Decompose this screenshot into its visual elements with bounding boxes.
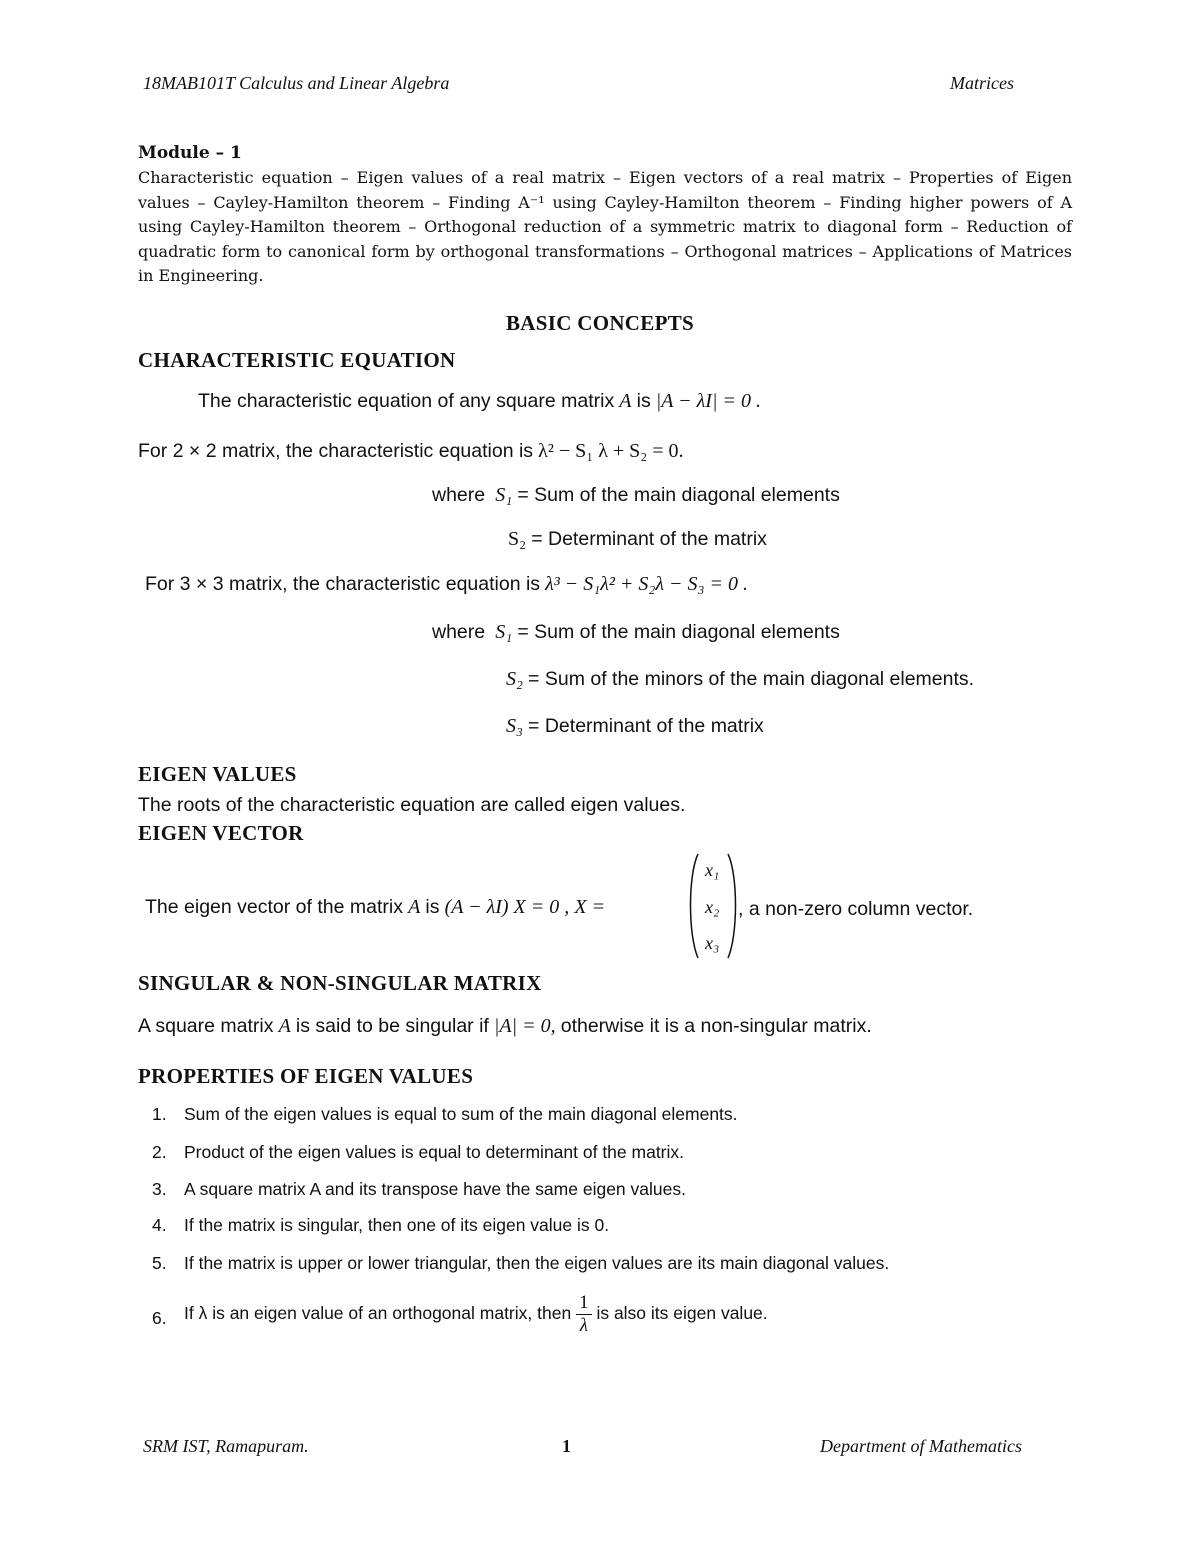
list-item-text: Product of the eigen values is equal to determinant of the matrix.	[184, 1142, 685, 1162]
fraction-numerator: 1	[576, 1292, 592, 1315]
list-item-text: If the matrix is singular, then one of its eigen value is 0.	[184, 1215, 610, 1235]
s1b-def: = Sum of the main diagonal elements	[517, 621, 840, 643]
eigen-vector-line	[145, 896, 605, 919]
list-item	[0, 1292, 1200, 1352]
vector-x2: x₂	[705, 897, 720, 917]
intro-text: The characteristic equation of any square matrix	[198, 390, 615, 412]
one-over-lambda	[576, 1292, 592, 1337]
s1-label: S₁	[495, 484, 513, 506]
s1-def: = Sum of the main diagonal elements	[517, 484, 840, 506]
vector-x3: x₃	[705, 933, 720, 953]
two-by-two-text: For 2 × 2 matrix, the characteristic equation is	[138, 440, 534, 462]
s2-label: S₂	[508, 528, 527, 550]
intro-is: is	[636, 390, 651, 412]
list-item-text: If the matrix is upper or lower triangular, then the eigen values are its main diagonal values.	[184, 1253, 890, 1273]
properties-heading: PROPERTIES OF EIGEN VALUES	[138, 1064, 474, 1088]
list-item-number: 5.	[152, 1253, 167, 1273]
two-by-two-formula: λ² − S₁ λ + S₂ = 0.	[538, 440, 684, 462]
eigen-values-text: The roots of the characteristic equation are called eigen values.	[138, 794, 686, 816]
s3b-definition	[506, 715, 764, 738]
footer-institution: SRM IST, Ramapuram.	[143, 1436, 309, 1456]
where-label: where	[432, 484, 486, 506]
where2-label: where	[432, 621, 486, 643]
item6-text-post: is also its eigen value.	[596, 1303, 768, 1324]
s3b-label: S₃	[506, 715, 523, 737]
singular-text-mid: is said to be singular if	[295, 1015, 489, 1037]
list-item-text	[184, 1292, 768, 1337]
three-by-three-formula: λ³ − S₁λ² + S₂λ − S₃ = 0 .	[545, 573, 748, 595]
characteristic-heading: CHARACTERISTIC EQUATION	[138, 348, 456, 372]
s3b-def: = Determinant of the matrix	[528, 715, 764, 737]
singular-formula: |A| = 0,	[493, 1015, 556, 1037]
list-item-text: Sum of the eigen values is equal to sum of the main diagonal elements.	[184, 1104, 738, 1124]
module-description: Characteristic equation – Eigen values of a real matrix – Eigen vectors of a real matrix – Properties of Eigen values – Cayley-Hamilton theorem – Finding A⁻¹ using Cayley-Hamilton theorem – Finding higher powers of A using Cayley-Hamilton theorem – Orthogonal reduction of a symmetric matrix to diagonal form – Reduction of quadratic form to canonical form by orthogonal transformations – Orthogonal matrices – Applications of Matrices in Engineering.	[138, 168, 1072, 285]
footer-department: Department of Mathematics	[820, 1436, 1022, 1456]
list-item-number: 6.	[152, 1308, 167, 1328]
vector-x1: x₁	[705, 860, 720, 880]
header-topic: Matrices	[950, 73, 1014, 93]
eigen-vector-formula: (A − λI) X = 0 ,	[444, 896, 570, 918]
s2b-def: = Sum of the minors of the main diagonal elements.	[528, 668, 975, 690]
s1-definition	[432, 484, 840, 507]
singular-var: A	[278, 1015, 291, 1037]
eigen-vector-is: is	[425, 896, 440, 918]
singular-text-post: otherwise it is a non-singular matrix.	[560, 1015, 872, 1037]
eigen-vector-heading: EIGEN VECTOR	[138, 821, 304, 845]
s2b-label: S₂	[506, 668, 523, 690]
s2-def: = Determinant of the matrix	[531, 528, 767, 550]
module-title: Module – 1	[138, 143, 242, 163]
singular-heading: SINGULAR & NON-SINGULAR MATRIX	[138, 971, 542, 995]
three-by-three-line	[145, 573, 748, 596]
s2-definition	[508, 528, 767, 551]
eigen-vector-post: , a non-zero column vector.	[738, 898, 974, 920]
singular-line	[138, 1015, 872, 1038]
intro-var: A	[619, 390, 632, 412]
list-item-number: 1.	[152, 1104, 167, 1124]
item6-text-pre: If λ is an eigen value of an orthogonal matrix, then	[184, 1303, 572, 1324]
fraction-denominator: λ	[579, 1315, 588, 1336]
s1b-definition	[432, 621, 840, 644]
s1b-label: S₁	[495, 621, 513, 643]
list-item-number: 3.	[152, 1179, 167, 1199]
eigen-vector-var: A	[408, 896, 421, 918]
list-item-number: 4.	[152, 1215, 167, 1235]
header-course: 18MAB101T Calculus and Linear Algebra	[143, 73, 450, 93]
basic-concepts-title: BASIC CONCEPTS	[506, 311, 694, 335]
singular-text-pre: A square matrix	[138, 1015, 274, 1037]
two-by-two-line	[138, 440, 684, 463]
three-by-three-text: For 3 × 3 matrix, the characteristic equation is	[145, 573, 541, 595]
intro-formula: |A − λI| = 0 .	[655, 390, 761, 412]
x-equals: X =	[574, 896, 606, 918]
eigen-values-heading: EIGEN VALUES	[138, 762, 297, 786]
characteristic-intro	[198, 390, 761, 413]
eigen-vector-text: The eigen vector of the matrix	[145, 896, 403, 918]
page-number: 1	[562, 1436, 571, 1456]
list-item-number: 2.	[152, 1142, 167, 1162]
list-item-text: A square matrix A and its transpose have the same eigen values.	[184, 1179, 686, 1199]
s2b-definition	[506, 668, 974, 691]
